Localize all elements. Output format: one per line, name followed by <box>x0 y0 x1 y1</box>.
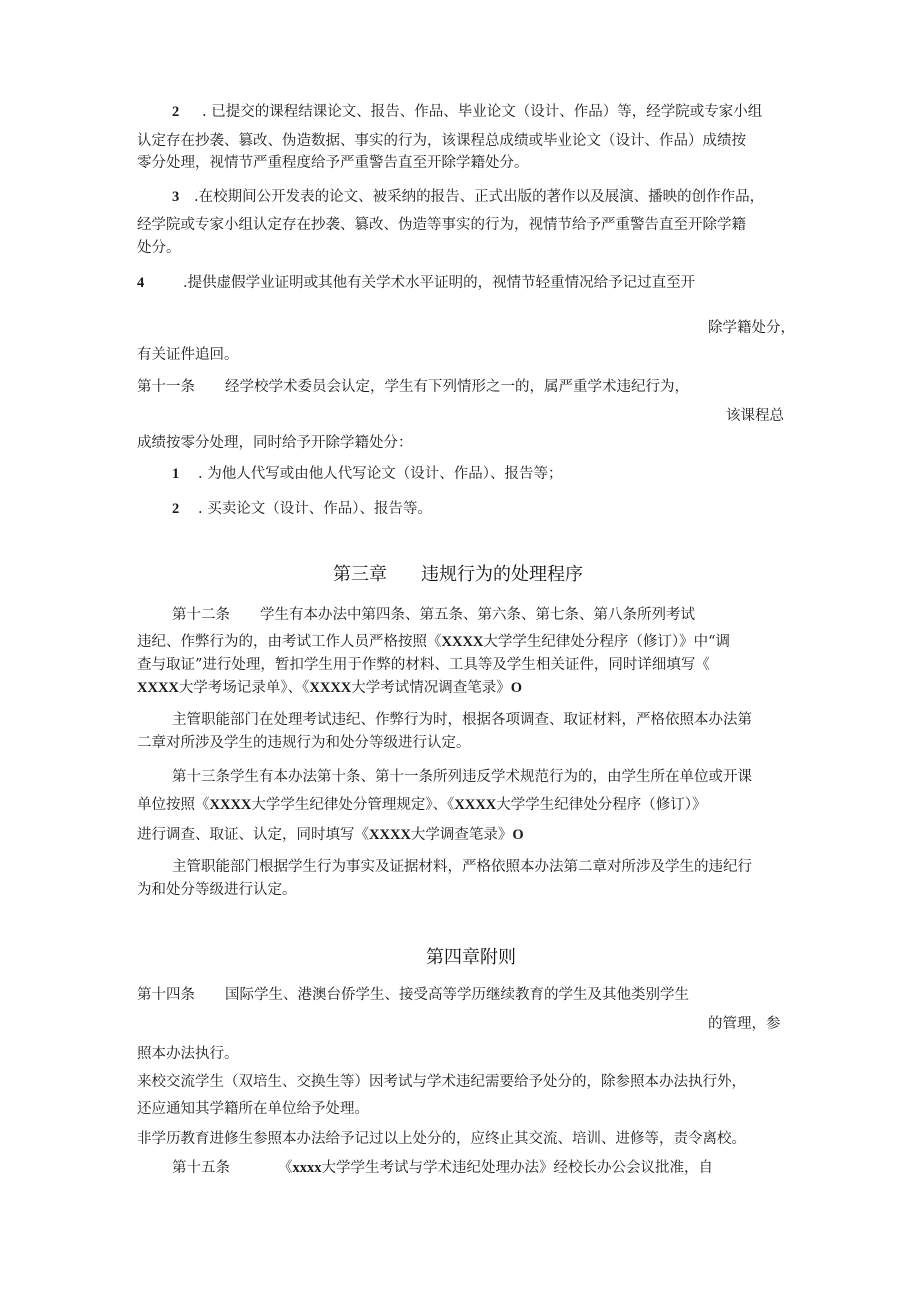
article-12-para-2-line-2: 二章对所涉及学生的违规行为和处分等级进行认定。 <box>137 735 471 751</box>
item-number: 3 <box>172 189 180 205</box>
article-14-line-2: 的管理，参 <box>708 1016 781 1032</box>
article-13-para-2-line-2: 为和处分等级进行认定。 <box>137 882 297 898</box>
article-12-line-3: 查与取证”进行处理，暂扣学生用于作弊的材料、工具等及学生相关证件，同时详细填写《 <box>137 657 710 673</box>
article-14-line-5: 还应通知其学籍所在单位给予处理。 <box>137 1101 369 1117</box>
item-4-line-2: 除学籍处分， <box>708 320 795 336</box>
article-label: 第十一条 <box>137 379 195 395</box>
item-3-line-3: 处分。 <box>137 240 181 256</box>
article-15-line-1: 第十五条 《xxxx大学学生考试与学术违纪处理办法》经校长办公会议批准，自 <box>172 1160 713 1176</box>
article-label: 第十四条 <box>137 987 195 1003</box>
article-11-line-3: 成绩按零分处理，同时给予开除学籍处分： <box>137 435 413 451</box>
item-number: 2 <box>172 104 180 120</box>
article-label: 第十五条 <box>172 1160 230 1176</box>
item-2-line-2: 认定存在抄袭、篡改、伪造数据、事实的行为，该课程总成绩或毕业论文（设计、作品）成绩按 <box>137 133 746 149</box>
article-label: 第十二条 <box>172 607 230 623</box>
article-13-line-3: 进行调查、取证、认定，同时填写《XXXX大学调查笔录》O <box>137 827 524 843</box>
article-12-line-4: XXXX大学考场记录单》、《XXXX大学考试情况调查笔录》O <box>137 680 523 696</box>
article-14-line-1: 第十四条 国际学生、港澳台侨学生、接受高等学历继续教育的学生及其他类别学生 <box>137 987 689 1003</box>
chapter-3-heading: 第三章 违规行为的处理程序 <box>333 564 583 585</box>
item-2-line-3: 零分处理，视情节严重程度给予严重警告直至开除学籍处分。 <box>137 155 529 171</box>
chapter-4-heading: 第四章附则 <box>426 947 516 968</box>
article-12-para-2-line-1: 主管职能部门在处理考试违纪、作弊行为时，根据各项调查、取证材料，严格依照本办法第 <box>172 712 752 728</box>
article-11-item-1: 1 . 为他人代写或由他人代写论文（设计、作品）、报告等； <box>172 463 562 485</box>
article-12-line-1: 第十二条 学生有本办法中第四条、第五条、第六条、第七条、第八条所列考试 <box>172 607 695 623</box>
item-2-line-1: 2 . 已提交的课程结课论文、报告、作品、毕业论文（设计、作品）等，经学院或专家小组 <box>172 101 762 123</box>
article-13-para-2-line-1: 主管职能部门根据学生行为事实及证据材料，严格依照本办法第二章对所涉及学生的违纪行 <box>172 859 752 875</box>
article-14-line-6: 非学历教育进修生参照本办法给予记过以上处分的，应终止其交流、培训、进修等，责令离校。 <box>137 1131 746 1147</box>
item-4-line-3: 有关证件追回。 <box>137 347 239 363</box>
article-14-line-4: 来校交流学生（双培生、交换生等）因考试与学术违纪需要给予处分的，除参照本办法执行外， <box>137 1074 746 1090</box>
item-number: 1 <box>172 466 180 482</box>
article-13-line-2: 单位按照《XXXX大学学生纪律处分管理规定》、《XXXX大学学生纪律处分程序（修订）》 <box>137 797 707 813</box>
article-12-line-2: 违纪、作弊行为的，由考试工作人员严格按照《XXXX大学学生纪律处分程序（修订）》中“调 <box>137 634 731 650</box>
article-14-line-3: 照本办法执行。 <box>137 1046 239 1062</box>
article-11-line-1: 第十一条 经学校学术委员会认定，学生有下列情形之一的，属严重学术违纪行为， <box>137 379 689 395</box>
article-11-line-2: 该课程总 <box>726 408 784 424</box>
item-3-line-1: 3 .在校期间公开发表的论文、被采纳的报告、正式出版的著作以及展演、播映的创作作品， <box>172 186 764 208</box>
item-4-line-1: 4 .提供虚假学业证明或其他有关学术水平证明的，视情节轻重情况给予记过直至开 <box>137 272 695 294</box>
article-13-line-1: 第十三条学生有本办法第十条、第十一条所列违反学术规范行为的，由学生所在单位或开课 <box>172 769 752 785</box>
article-11-item-2: 2 . 买卖论文（设计、作品）、报告等。 <box>172 498 432 520</box>
item-number: 2 <box>172 501 180 517</box>
item-number: 4 <box>137 275 145 291</box>
item-3-line-2: 经学院或专家小组认定存在抄袭、篡改、伪造等事实的行为，视情节给予严重警告直至开除学籍 <box>137 217 746 233</box>
